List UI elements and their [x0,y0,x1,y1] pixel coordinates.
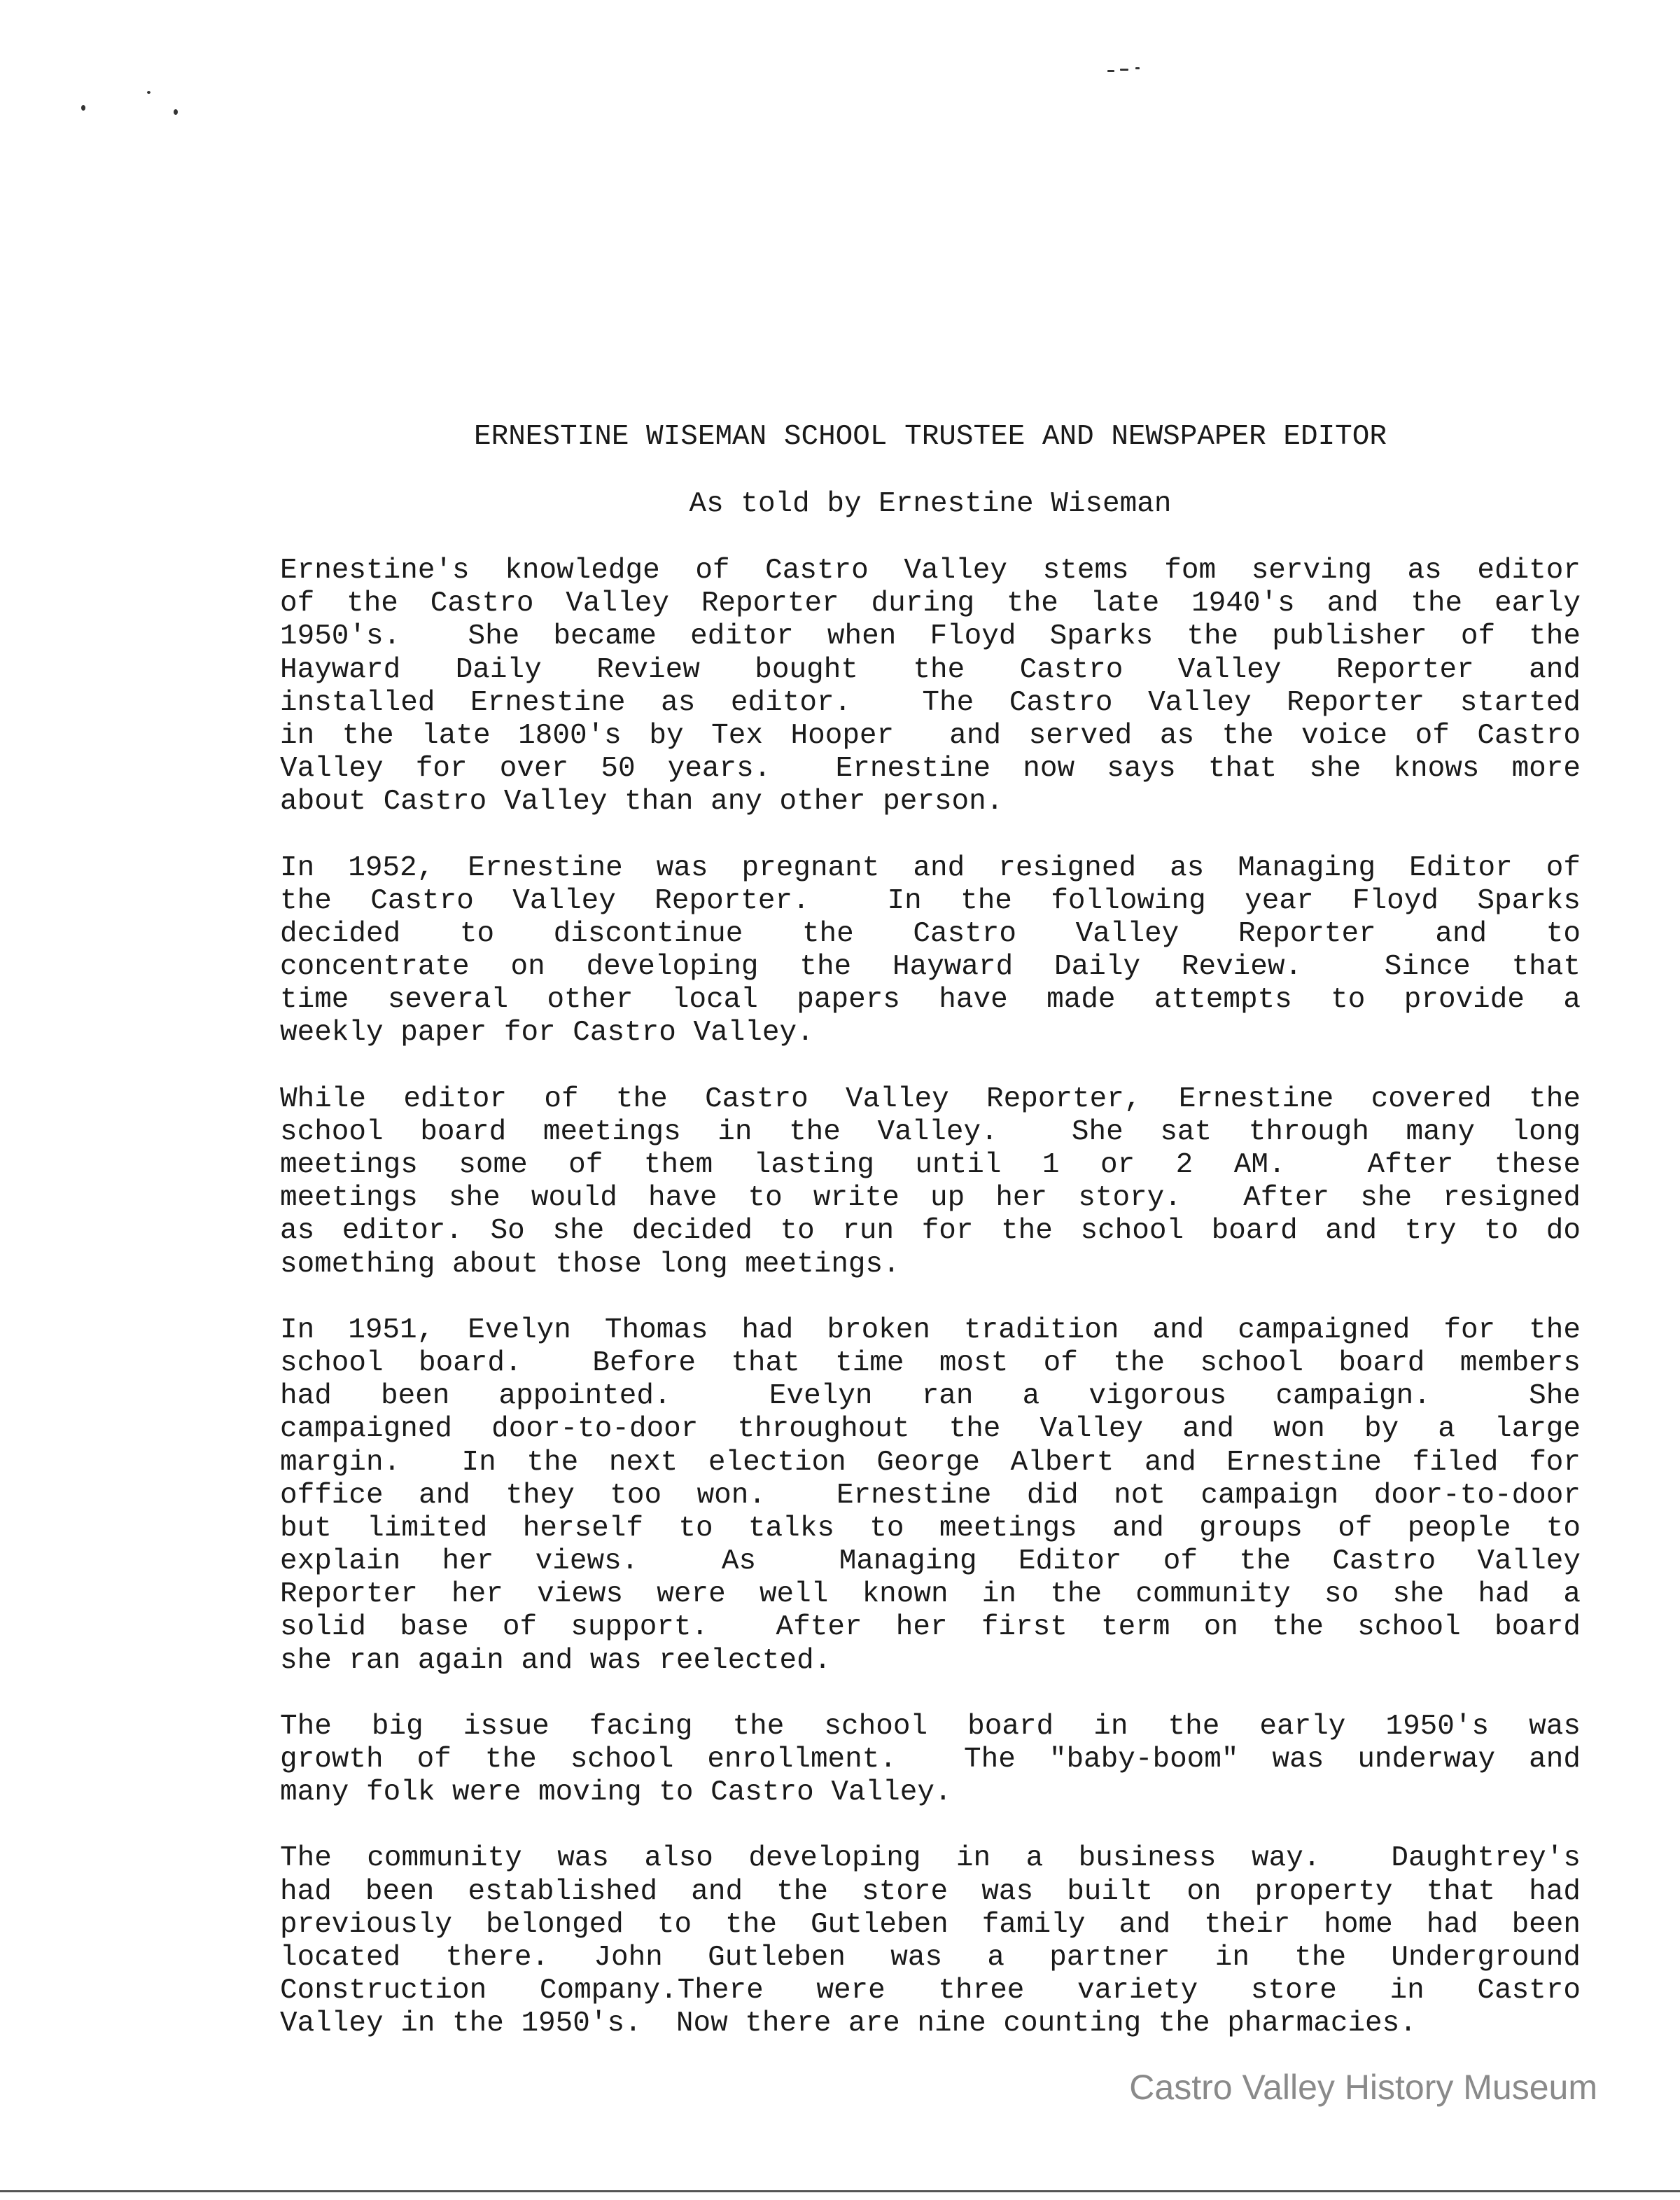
text-line: about Castro Valley than any other person. [280,786,1004,819]
text-line: she ran again and was reelected. [280,1644,832,1677]
scan-speck [1120,69,1128,71]
text-line: In 1951, Evelyn Thomas had broken tradition and campaigned for the [280,1314,1581,1346]
text-line: installed Ernestine as editor. The Castro Valley Reporter started [280,686,1581,719]
text-line: time several other local papers have made attempts to provide a [280,984,1581,1017]
text-line: The big issue facing the school board in the early 1950's was [280,1710,1581,1743]
scan-speck [174,109,178,115]
paragraph [280,852,1581,1050]
scan-speck [81,105,85,111]
paragraph [280,1314,1581,1678]
text-line: While editor of the Castro Valley Reporter, Ernestine covered the [280,1082,1581,1115]
document-subtitle: As told by Ernestine Wiseman [689,488,1172,520]
text-line: meetings she would have to write up her story. After she resigned [280,1182,1581,1215]
text-line: Reporter her views were well known in the community so she had a [280,1578,1581,1611]
document-body [280,555,1581,2074]
text-line: campaigned door-to-door throughout the Valley and won by a large [280,1413,1581,1446]
scan-edge-divider [0,2190,1680,2192]
text-line: The community was also developing in a business way. Daughtrey's [280,1842,1581,1875]
paragraph [280,1842,1581,2040]
text-line: 1950's. She became editor when Floyd Sparks the publisher of the [280,620,1581,653]
museum-watermark: Castro Valley History Museum [1129,2068,1597,2107]
text-line: had been established and the store was built on property that had [280,1875,1581,1908]
text-line: concentrate on developing the Hayward Daily Review. Since that [280,951,1581,984]
paragraph [280,1083,1581,1281]
text-line: In 1952, Ernestine was pregnant and resigned as Managing Editor of [280,851,1581,884]
text-line: Valley in the 1950's. Now there are nine counting the pharmacies. [280,2007,1417,2040]
text-line: meetings some of them lasting until 1 or 2 AM. After these [280,1149,1581,1181]
text-line: had been appointed. Evelyn ran a vigorous campaign. She [280,1380,1581,1413]
text-line: Valley for over 50 years. Ernestine now says that she knows more [280,753,1581,786]
text-line: in the late 1800's by Tex Hooper and served as the voice of Castro [280,719,1581,752]
text-line: school board. Before that time most of the school board members [280,1346,1581,1379]
text-line: the Castro Valley Reporter. In the following year Floyd Sparks [280,884,1581,917]
paragraph [280,555,1581,819]
text-line: school board meetings in the Valley. She sat through many long [280,1115,1581,1148]
text-line: of the Castro Valley Reporter during the late 1940's and the early [280,587,1581,620]
text-line: weekly paper for Castro Valley. [280,1017,814,1050]
text-line: decided to discontinue the Castro Valley Reporter and to [280,917,1581,950]
text-line: but limited herself to talks to meetings and groups of people to [280,1512,1581,1545]
text-line: as editor. So she decided to run for the school board and try to do [280,1215,1581,1248]
scan-speck [1107,70,1114,72]
text-line: Construction Company.There were three variety store in Castro [280,1975,1581,2007]
paragraph [280,1711,1581,1810]
text-line: previously belonged to the Gutleben family and their home had been [280,1908,1581,1941]
text-line: margin. In the next election George Albert and Ernestine filed for [280,1446,1581,1479]
text-line: explain her views. As Managing Editor of the Castro Valley [280,1545,1581,1578]
text-line: located there. John Gutleben was a partner in the Underground [280,1941,1581,1974]
scan-speck [147,91,150,94]
text-line: something about those long meetings. [280,1248,900,1281]
scan-speck [1135,67,1140,69]
text-line: Ernestine's knowledge of Castro Valley stems fom serving as editor [280,555,1581,587]
text-line: office and they too won. Ernestine did not campaign door-to-door [280,1479,1581,1512]
text-line: many folk were moving to Castro Valley. [280,1776,952,1809]
text-line: Hayward Daily Review bought the Castro Valley Reporter and [280,653,1581,686]
document-title: ERNESTINE WISEMAN SCHOOL TRUSTEE AND NEWSPAPER EDITOR [473,421,1387,453]
text-line: growth of the school enrollment. The "baby-boom" was underway and [280,1743,1581,1776]
text-line: solid base of support. After her first term on the school board [280,1611,1581,1644]
